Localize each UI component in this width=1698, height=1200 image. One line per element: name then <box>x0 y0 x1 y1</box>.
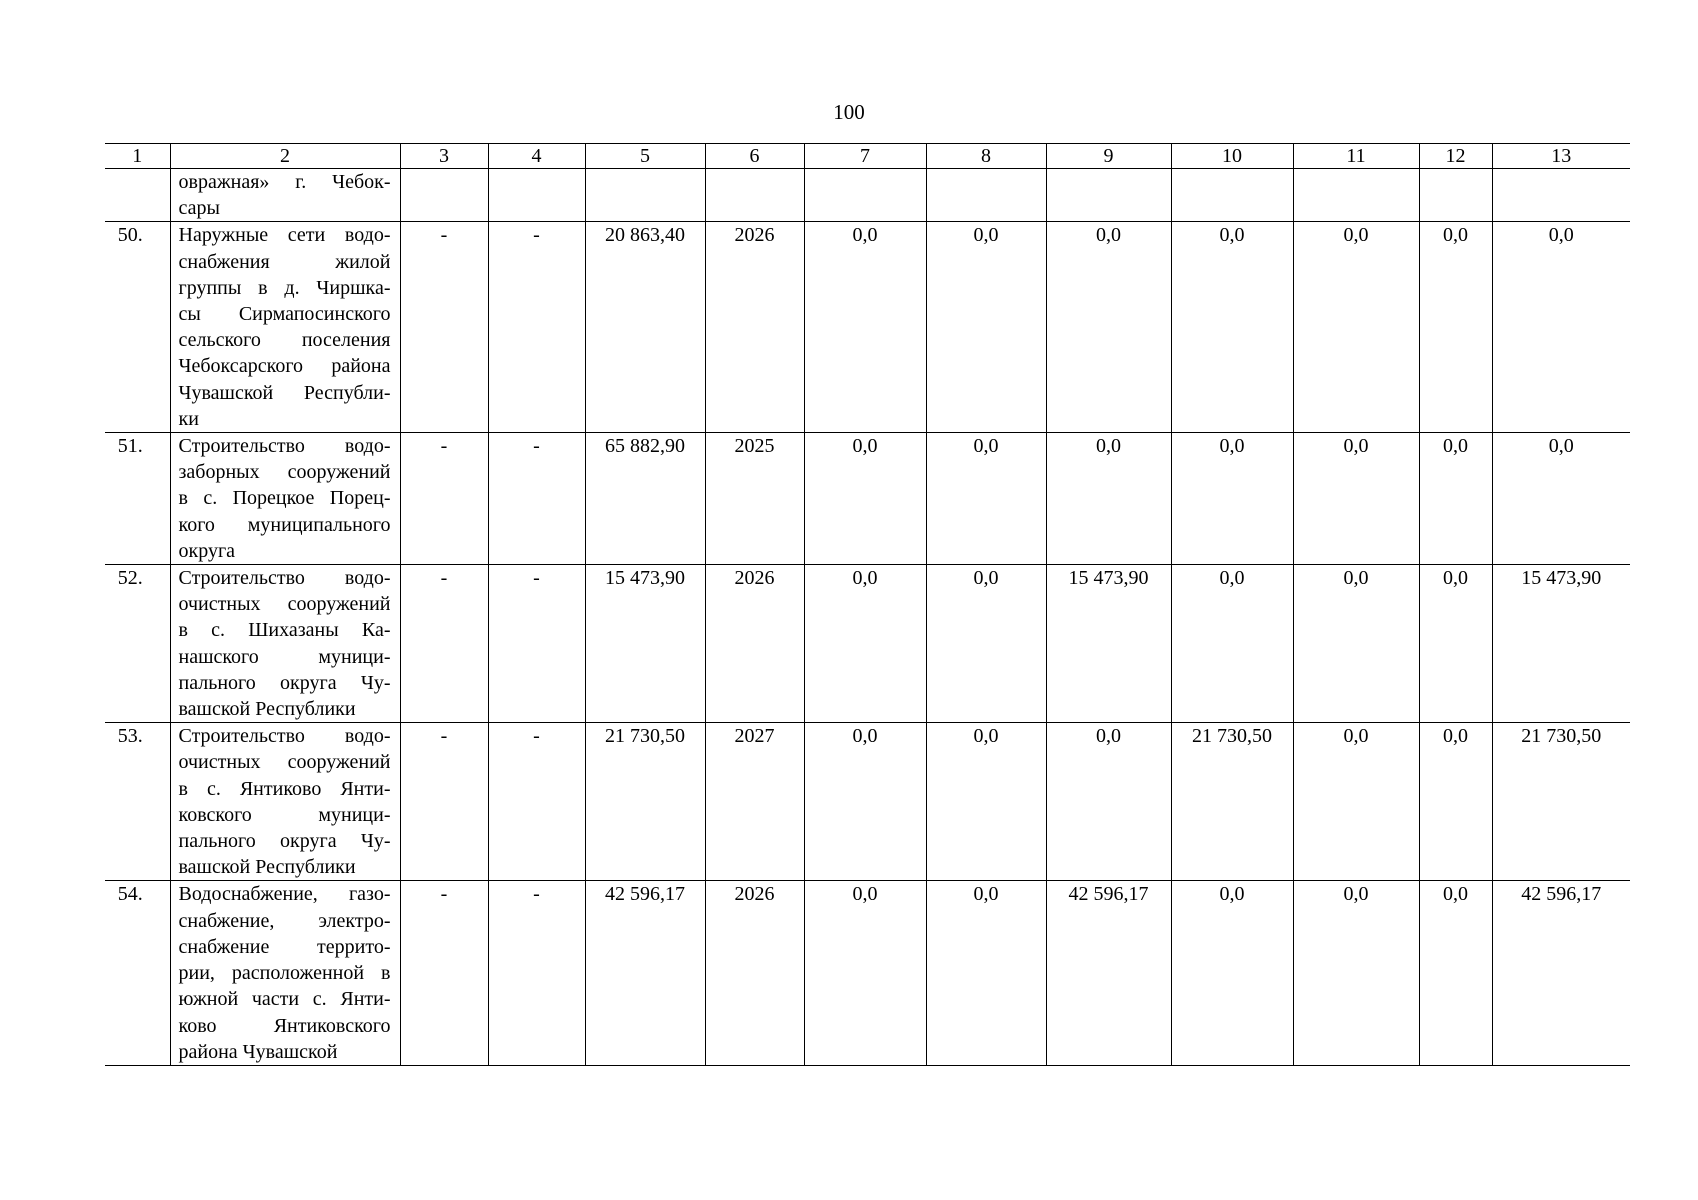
object-name-cell <box>170 723 400 881</box>
value-cell-12: 0,0 <box>1419 881 1492 1065</box>
column-header: 8 <box>926 144 1046 169</box>
object-name-line: очистных сооружений <box>178 751 391 774</box>
value-cell-11: 0,0 <box>1293 723 1419 881</box>
value-cell-8: 0,0 <box>926 723 1046 881</box>
value-cell-13: 0,0 <box>1492 222 1630 433</box>
value-cell-4 <box>488 169 585 222</box>
value-cell-8: 0,0 <box>926 881 1046 1065</box>
value-cell-8: 0,0 <box>926 433 1046 565</box>
value-cell-6: 2026 <box>705 565 804 723</box>
object-name-line: кого муниципального <box>178 513 391 536</box>
row-number-cell: 53. <box>105 723 170 881</box>
value-cell-13: 21 730,50 <box>1492 723 1630 881</box>
object-name-line: в с. Порецкое Порец- <box>178 487 391 510</box>
object-name-cell <box>170 433 400 565</box>
value-cell-6: 2027 <box>705 723 804 881</box>
value-cell-13: 0,0 <box>1492 433 1630 565</box>
row-number-cell: 52. <box>105 565 170 723</box>
value-cell-3: - <box>400 222 488 433</box>
column-header: 11 <box>1293 144 1419 169</box>
value-cell-6 <box>705 169 804 222</box>
table-row <box>105 565 1630 723</box>
value-cell-5: 20 863,40 <box>585 222 705 433</box>
value-cell-5: 65 882,90 <box>585 433 705 565</box>
object-name-line: снабжение террито- <box>178 935 391 958</box>
object-name-line: Строительство водо- <box>178 567 391 590</box>
row-number-cell: 50. <box>105 222 170 433</box>
value-cell-4: - <box>488 433 585 565</box>
value-cell-9: 15 473,90 <box>1046 565 1171 723</box>
value-cell-10: 0,0 <box>1171 565 1293 723</box>
row-number-cell: 54. <box>105 881 170 1065</box>
object-name-line: ки <box>178 407 199 430</box>
value-cell-7: 0,0 <box>804 565 926 723</box>
value-cell-8 <box>926 169 1046 222</box>
value-cell-9: 42 596,17 <box>1046 881 1171 1065</box>
value-cell-3: - <box>400 433 488 565</box>
value-cell-10: 0,0 <box>1171 433 1293 565</box>
value-cell-5: 21 730,50 <box>585 723 705 881</box>
value-cell-13: 15 473,90 <box>1492 565 1630 723</box>
value-cell-7: 0,0 <box>804 881 926 1065</box>
value-cell-5: 15 473,90 <box>585 565 705 723</box>
column-header: 4 <box>488 144 585 169</box>
value-cell-11: 0,0 <box>1293 222 1419 433</box>
value-cell-13 <box>1492 169 1630 222</box>
value-cell-11: 0,0 <box>1293 565 1419 723</box>
value-cell-7: 0,0 <box>804 433 926 565</box>
column-number-row <box>105 144 1630 169</box>
object-name-cell <box>170 881 400 1065</box>
object-name-line: Строительство водо- <box>178 435 391 458</box>
object-name-line: южной части с. Янти- <box>178 988 391 1011</box>
value-cell-11: 0,0 <box>1293 881 1419 1065</box>
table-row <box>105 433 1630 565</box>
value-cell-4: - <box>488 565 585 723</box>
object-name-cell <box>170 565 400 723</box>
row-number-cell: 51. <box>105 433 170 565</box>
value-cell-4: - <box>488 881 585 1065</box>
value-cell-12 <box>1419 169 1492 222</box>
value-cell-5: 42 596,17 <box>585 881 705 1065</box>
table-row <box>105 169 1630 222</box>
object-name-line: Строительство водо- <box>178 725 391 748</box>
column-header: 7 <box>804 144 926 169</box>
value-cell-4: - <box>488 222 585 433</box>
value-cell-10: 21 730,50 <box>1171 723 1293 881</box>
value-cell-6: 2026 <box>705 222 804 433</box>
value-cell-12: 0,0 <box>1419 565 1492 723</box>
data-table <box>105 143 1630 1066</box>
column-header: 10 <box>1171 144 1293 169</box>
value-cell-4: - <box>488 723 585 881</box>
value-cell-7 <box>804 169 926 222</box>
object-name-line: нашского муници- <box>178 645 391 668</box>
value-cell-8: 0,0 <box>926 565 1046 723</box>
value-cell-11: 0,0 <box>1293 433 1419 565</box>
value-cell-10: 0,0 <box>1171 222 1293 433</box>
value-cell-9: 0,0 <box>1046 222 1171 433</box>
value-cell-3: - <box>400 881 488 1065</box>
value-cell-6: 2025 <box>705 433 804 565</box>
column-header: 13 <box>1492 144 1630 169</box>
object-name-line: в с. Шихазаны Ка- <box>178 619 391 642</box>
object-name-line: вашской Республики <box>178 856 356 879</box>
value-cell-8: 0,0 <box>926 222 1046 433</box>
object-name-line: Чувашской Республи- <box>178 381 391 404</box>
page-number: 100 <box>833 100 865 124</box>
object-name-line: снабжение, электро- <box>178 909 391 932</box>
object-name-line: группы в д. Чиршка- <box>178 276 391 299</box>
value-cell-11 <box>1293 169 1419 222</box>
object-name-line: ковского муници- <box>178 803 391 826</box>
table-row <box>105 881 1630 1065</box>
object-name-line: вашской Республики <box>178 698 356 721</box>
value-cell-12: 0,0 <box>1419 723 1492 881</box>
object-name-line: в с. Янтиково Янти- <box>178 777 391 800</box>
object-name-line: Чебоксарского района <box>178 355 391 378</box>
value-cell-3: - <box>400 723 488 881</box>
object-name-line: сельского поселения <box>178 329 391 352</box>
value-cell-3: - <box>400 565 488 723</box>
table-row <box>105 723 1630 881</box>
value-cell-9: 0,0 <box>1046 723 1171 881</box>
object-name-line: округа <box>178 539 236 562</box>
column-header: 6 <box>705 144 804 169</box>
value-cell-12: 0,0 <box>1419 222 1492 433</box>
value-cell-9 <box>1046 169 1171 222</box>
row-number-cell <box>105 169 170 222</box>
column-header: 5 <box>585 144 705 169</box>
column-header: 12 <box>1419 144 1492 169</box>
value-cell-3 <box>400 169 488 222</box>
object-name-line: пального округа Чу- <box>178 671 391 694</box>
object-name-line: рии, расположенной в <box>178 962 391 985</box>
column-header: 1 <box>105 144 170 169</box>
column-header: 2 <box>170 144 400 169</box>
object-name-line: пального округа Чу- <box>178 830 391 853</box>
object-name-line: снабжения жилой <box>178 250 391 273</box>
object-name-line: ково Янтиковского <box>178 1014 391 1037</box>
object-name-line: овражная» г. Чебок- <box>178 171 391 193</box>
value-cell-7: 0,0 <box>804 222 926 433</box>
object-name-line: очистных сооружений <box>178 593 391 616</box>
value-cell-13: 42 596,17 <box>1492 881 1630 1065</box>
object-name-cell <box>170 222 400 433</box>
value-cell-9: 0,0 <box>1046 433 1171 565</box>
object-name-line: Наружные сети водо- <box>178 224 391 247</box>
object-name-line: района Чувашской <box>178 1040 338 1063</box>
value-cell-6: 2026 <box>705 881 804 1065</box>
object-name-cell <box>170 169 400 222</box>
column-header: 9 <box>1046 144 1171 169</box>
object-name-line: сары <box>178 197 220 220</box>
object-name-line: сы Сирмапосинского <box>178 303 391 326</box>
value-cell-10 <box>1171 169 1293 222</box>
value-cell-7: 0,0 <box>804 723 926 881</box>
object-name-line: заборных сооружений <box>178 461 391 484</box>
value-cell-5 <box>585 169 705 222</box>
value-cell-10: 0,0 <box>1171 881 1293 1065</box>
value-cell-12: 0,0 <box>1419 433 1492 565</box>
table-row <box>105 222 1630 433</box>
column-header: 3 <box>400 144 488 169</box>
object-name-line: Водоснабжение, газо- <box>178 883 391 906</box>
